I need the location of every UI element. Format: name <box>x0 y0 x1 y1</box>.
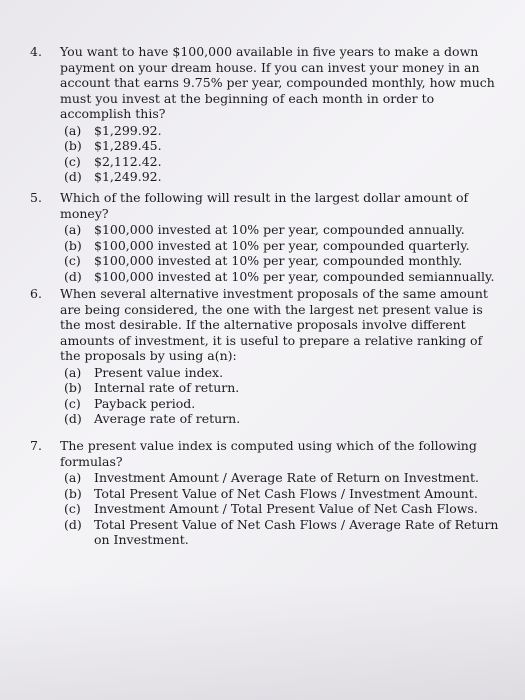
question-4 <box>30 44 500 185</box>
option-label: (a) <box>64 222 82 237</box>
option-text: $1,299.92. <box>94 122 162 138</box>
option-text: $1,249.92. <box>94 169 162 184</box>
option-d <box>64 411 500 427</box>
option-text: $100,000 invested at 10% per year, compounded semiannually. <box>94 268 495 284</box>
question-text: The present value index is computed using which of the following formulas? <box>60 438 477 469</box>
option-b <box>64 486 500 502</box>
option-label: (b) <box>64 380 82 395</box>
option-text: $100,000 invested at 10% per year, compounded annually. <box>94 222 465 237</box>
question-5 <box>30 190 500 284</box>
option-c <box>64 154 500 170</box>
option-text: Present value index. <box>94 364 224 380</box>
answer-options <box>64 365 500 427</box>
question-7 <box>30 438 500 548</box>
option-label: (b) <box>64 485 82 501</box>
option-label: (d) <box>64 268 82 284</box>
question-number: 7. <box>30 438 42 453</box>
question-number: 6. <box>30 286 42 301</box>
option-label: (a) <box>64 122 82 138</box>
option-a <box>64 222 500 238</box>
option-d <box>64 169 500 185</box>
option-label: (a) <box>64 470 82 485</box>
option-text: Total Present Value of Net Cash Flows / Average Rate of Return on Investment. <box>94 516 499 547</box>
option-text: Internal rate of return. <box>94 380 240 395</box>
answer-options <box>64 470 500 548</box>
option-label: (c) <box>64 153 81 169</box>
option-a <box>64 365 500 381</box>
question-text: When several alternative investment proposals of the same amount are being considered, the one with the largest net present value is the most desirable. If the alternative proposals involve different amounts of investment, it is useful to prepare a relative ranking of the proposals by using a(n): <box>60 286 488 363</box>
page-shadow <box>0 580 525 700</box>
option-label: (d) <box>64 411 82 426</box>
option-text: Total Present Value of Net Cash Flows / Investment Amount. <box>94 485 478 501</box>
question-text: Which of the following will result in the largest dollar amount of money? <box>60 190 469 221</box>
option-c <box>64 501 500 517</box>
option-label: (a) <box>64 364 82 380</box>
question-number: 5. <box>30 190 42 205</box>
option-text: Investment Amount / Total Present Value of Net Cash Flows. <box>94 501 478 516</box>
option-b <box>64 238 500 254</box>
option-text: $100,000 invested at 10% per year, compounded monthly. <box>94 253 463 268</box>
option-label: (c) <box>64 501 81 516</box>
option-text: $1,289.45. <box>94 138 162 153</box>
question-number: 4. <box>30 44 42 59</box>
option-label: (c) <box>64 395 81 411</box>
option-text: Payback period. <box>94 395 196 411</box>
option-a <box>64 123 500 139</box>
option-a <box>64 470 500 486</box>
option-text: Average rate of return. <box>94 411 241 426</box>
option-text: $100,000 invested at 10% per year, compounded quarterly. <box>94 237 470 253</box>
option-b <box>64 380 500 396</box>
question-6 <box>30 286 500 427</box>
question-text: You want to have $100,000 available in five years to make a down payment on your dream house. If you can invest your money in an account that earns 9.75% per year, compounded monthly, how much must you invest at the beginning of each month in order to accomplish this? <box>60 44 495 121</box>
answer-options <box>64 123 500 185</box>
option-b <box>64 138 500 154</box>
option-c <box>64 396 500 412</box>
option-label: (d) <box>64 516 82 532</box>
option-d <box>64 517 500 548</box>
option-text: $2,112.42. <box>94 153 162 169</box>
option-d <box>64 269 500 285</box>
answer-options <box>64 222 500 284</box>
option-label: (b) <box>64 138 82 153</box>
option-c <box>64 253 500 269</box>
option-label: (c) <box>64 253 81 268</box>
option-label: (d) <box>64 169 82 184</box>
option-label: (b) <box>64 237 82 253</box>
option-text: Investment Amount / Average Rate of Return on Investment. <box>94 470 479 485</box>
